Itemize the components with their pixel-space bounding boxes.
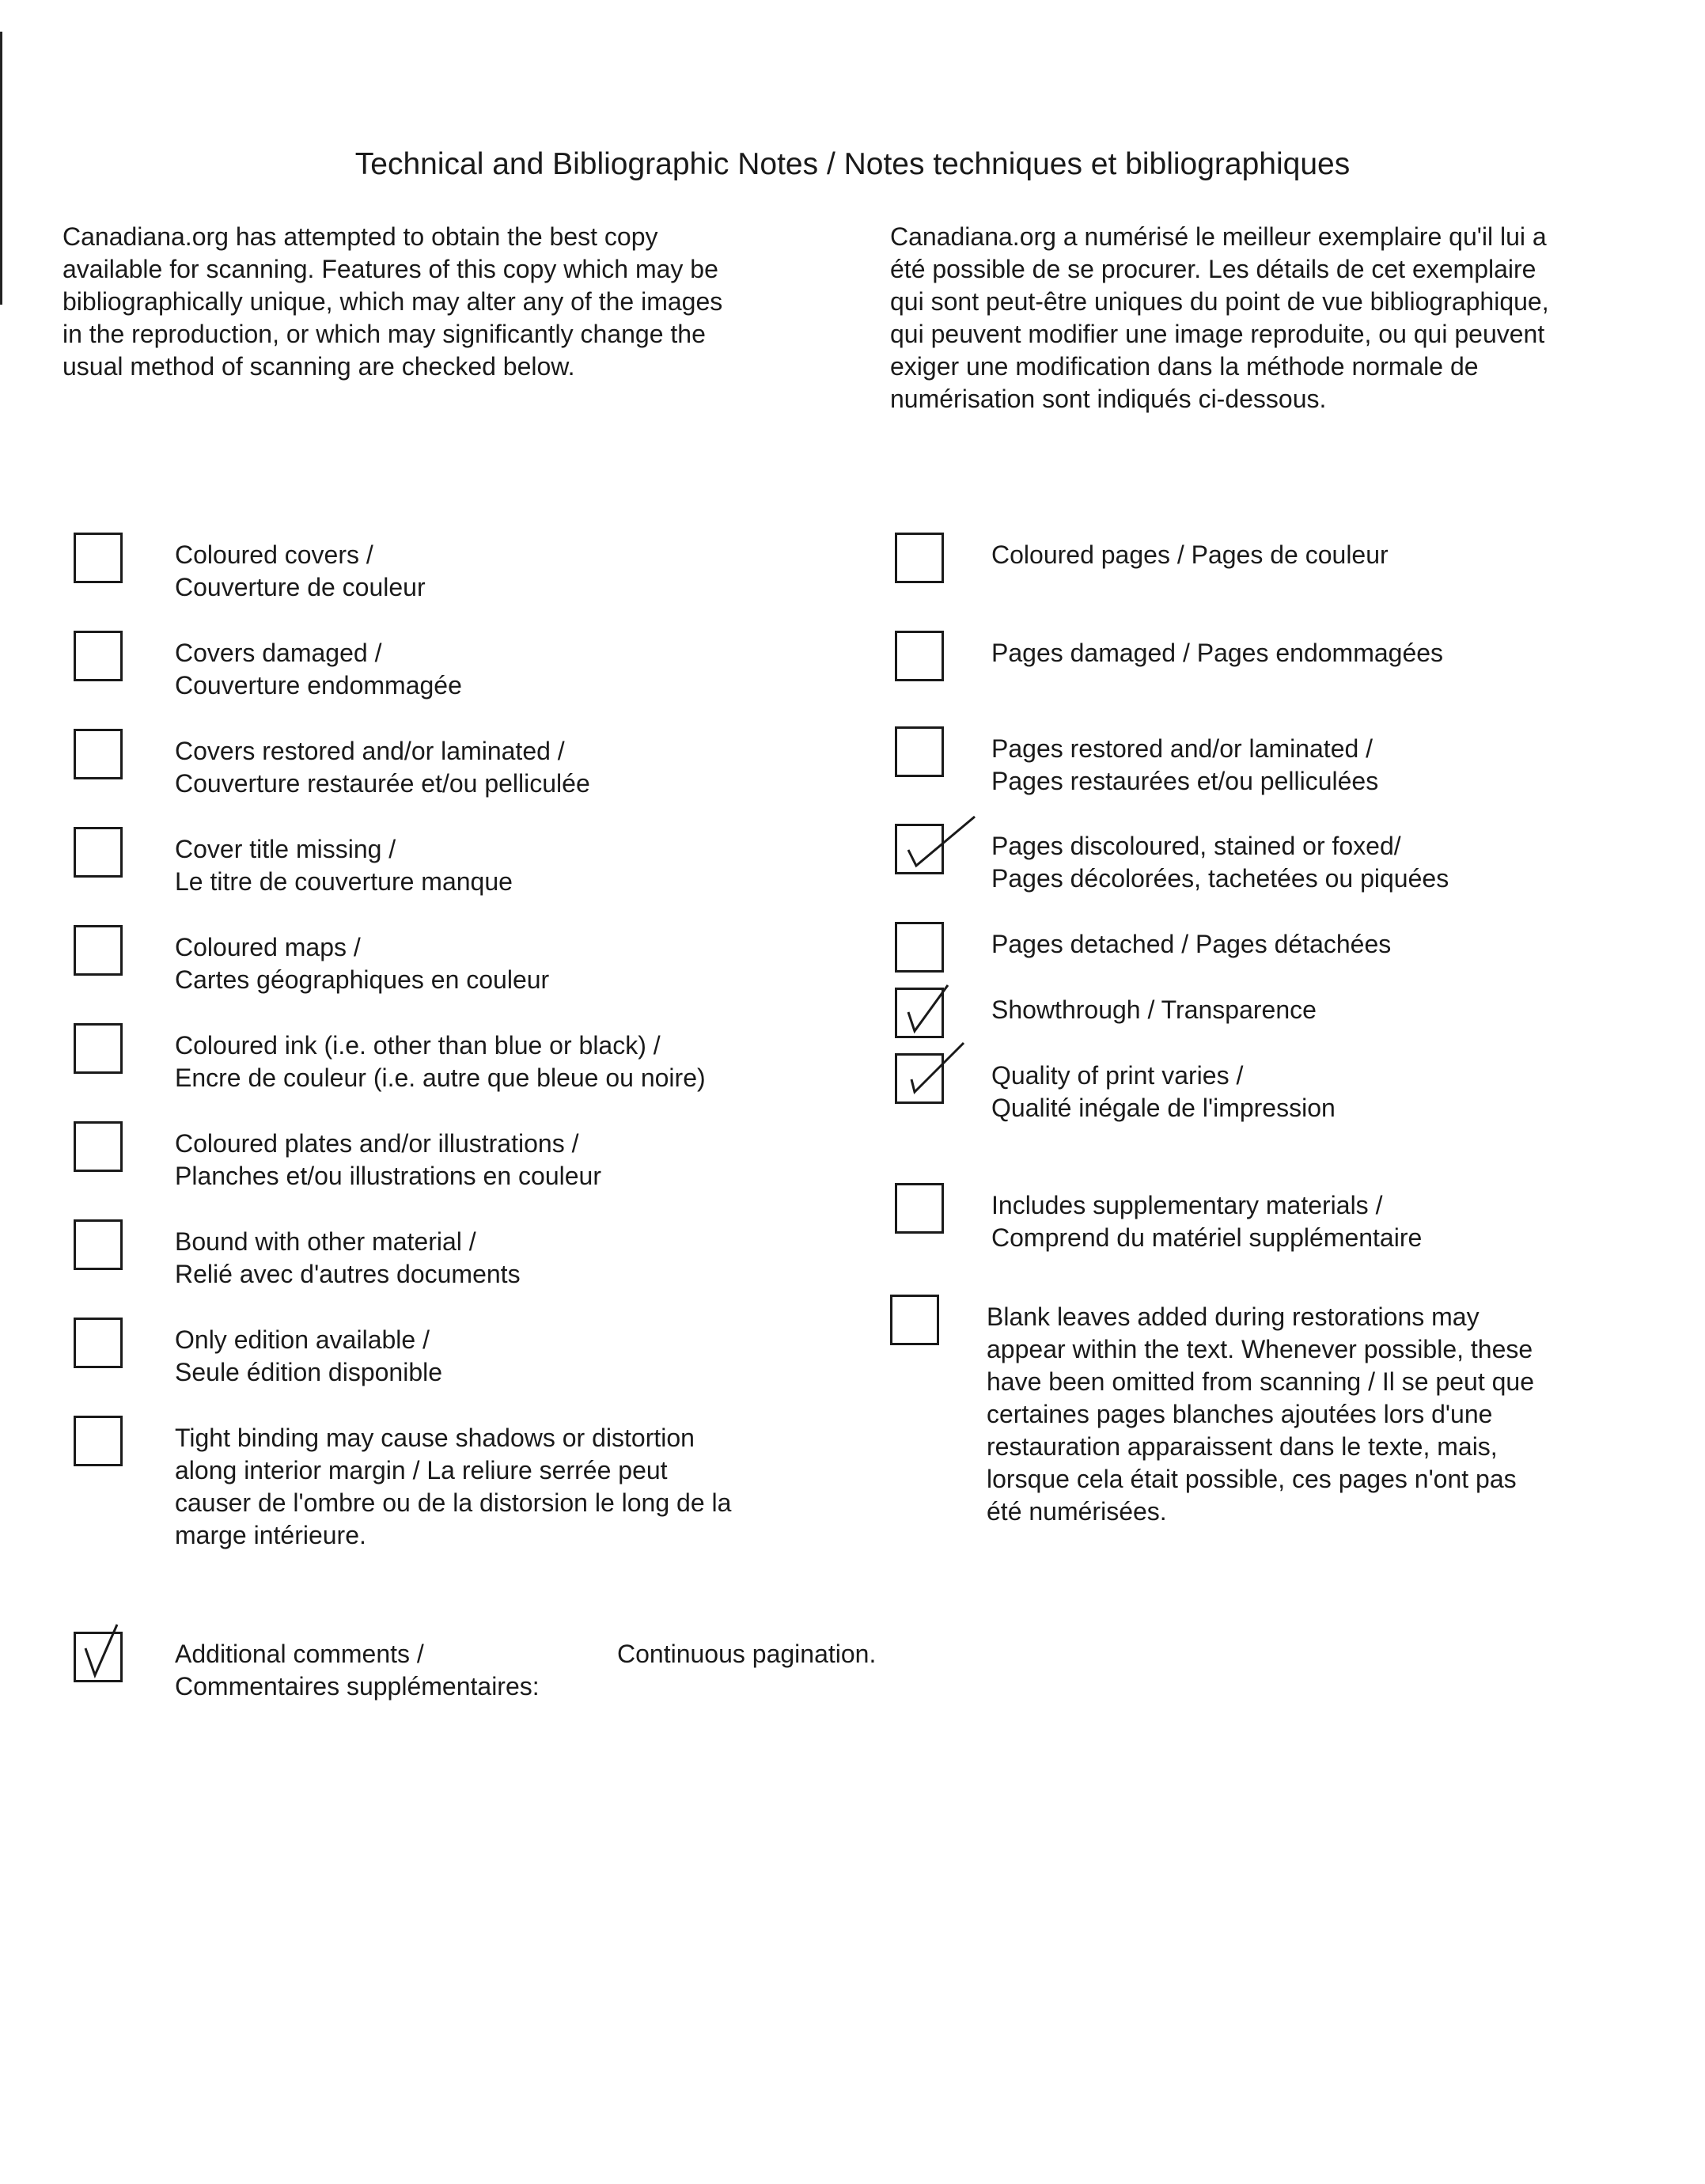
checkbox[interactable] <box>74 827 123 878</box>
checklist-label: Pages detached / Pages détachées <box>991 930 1392 958</box>
intro-english: Canadiana.org has attempted to obtain the best copy available for scanning. Features of this copy which may be bibliographically unique, which may alter any of the images in the reproduction, or which may significantly change the usual method of scanning are checked below. <box>63 222 723 381</box>
checkmark-icon <box>897 1056 946 1106</box>
checklist-item <box>895 928 1608 973</box>
checklist-item <box>895 994 1608 1038</box>
checklist-item <box>890 1301 1604 1528</box>
checklist-label: Includes supplementary materials / Comprend du matériel supplémentaire <box>991 1191 1423 1252</box>
checklist-label: Bound with other material / Relié avec d'autres documents <box>175 1227 521 1288</box>
checkbox[interactable] <box>895 824 944 874</box>
checklist-label: Coloured ink (i.e. other than blue or black) / Encre de couleur (i.e. autre que bleue ou noire) <box>175 1031 706 1092</box>
checkbox[interactable] <box>74 631 123 681</box>
checklist-item <box>74 1128 887 1192</box>
checklist-label: Coloured maps / Cartes géographiques en couleur <box>175 933 550 994</box>
checkbox[interactable] <box>74 729 123 779</box>
checklist-label: Showthrough / Transparence <box>991 995 1317 1024</box>
checkmark-icon <box>76 1634 125 1685</box>
checkbox[interactable] <box>74 1416 123 1466</box>
checklist-label: Quality of print varies / Qualité inégale de l'impression <box>991 1061 1336 1122</box>
checklist-item <box>74 1324 887 1389</box>
checkbox[interactable] <box>895 922 944 973</box>
checklist-label: Covers restored and/or laminated / Couverture restaurée et/ou pelliculée <box>175 737 590 798</box>
checkbox[interactable] <box>890 1295 939 1345</box>
checklist-item <box>74 539 887 604</box>
comments-value: Continuous pagination. <box>617 1640 877 1668</box>
checklist-label: Tight binding may cause shadows or distortion along interior margin / La reliure serrée peut causer de l'ombre ou de la distorsion le long de la marge intérieure. <box>175 1424 732 1549</box>
checklist-item <box>74 1422 887 1552</box>
checkbox[interactable] <box>74 925 123 976</box>
page-title: Technical and Bibliographic Notes / Notes techniques et bibliographiques <box>354 147 1351 181</box>
checkbox[interactable] <box>895 726 944 777</box>
comments-label: Additional comments / Commentaires supplémentaires: <box>175 1640 540 1701</box>
checkbox[interactable] <box>895 631 944 681</box>
checklist-item <box>74 1029 887 1094</box>
checklist-label: Pages discoloured, stained or foxed/ Pages décolorées, tachetées ou piquées <box>991 832 1449 893</box>
checklist-label: Pages restored and/or laminated / Pages restaurées et/ou pelliculées <box>991 734 1379 795</box>
checklist-item <box>895 1189 1608 1254</box>
checklist-item <box>895 637 1608 681</box>
checkmark-icon <box>897 826 946 877</box>
checklist-label: Pages damaged / Pages endommagées <box>991 639 1444 667</box>
checkbox[interactable] <box>74 1632 123 1682</box>
checkmark-icon <box>897 990 946 1041</box>
checklist-item <box>74 931 887 996</box>
checklist-label: Coloured plates and/or illustrations / Planches et/ou illustrations en couleur <box>175 1129 601 1190</box>
checkbox[interactable] <box>895 1183 944 1234</box>
checkbox[interactable] <box>74 533 123 583</box>
checklist-item <box>74 833 887 898</box>
intro-french: Canadiana.org a numérisé le meilleur exemplaire qu'il lui a été possible de se procurer. Les détails de cet exemplaire qui sont peut-être uniques du point de vue bibliographique, qui peuvent modifier une image reproduite, ou qui peuvent exiger une modification dans la méthode normale de numérisation sont indiqués ci-dessous. <box>890 222 1549 413</box>
checklist-item <box>895 1060 1608 1124</box>
checklist-item <box>74 637 887 702</box>
checkbox[interactable] <box>74 1318 123 1368</box>
checklist-label: Covers damaged / Couverture endommagée <box>175 639 462 700</box>
checkbox[interactable] <box>895 1053 944 1104</box>
checklist-label: Blank leaves added during restorations may appear within the text. Whenever possible, these have been omitted from scanning / Il se peut que certaines pages blanches ajoutées lors d'une restauration apparaissent dans le texte, mais, lorsque cela était possible, ces pages n'ont pas été numérisées. <box>987 1302 1534 1526</box>
checkbox[interactable] <box>895 533 944 583</box>
checkbox[interactable] <box>895 988 944 1038</box>
checklist-label: Coloured covers / Couverture de couleur <box>175 540 426 601</box>
checklist-label: Cover title missing / Le titre de couverture manque <box>175 835 513 896</box>
checklist-item <box>895 830 1608 895</box>
checkbox[interactable] <box>74 1219 123 1270</box>
checklist-item <box>74 1226 887 1291</box>
checklist-item <box>895 539 1608 583</box>
checklist-label: Coloured pages / Pages de couleur <box>991 540 1389 569</box>
checklist-label: Only edition available / Seule édition disponible <box>175 1325 443 1386</box>
checklist-item <box>895 733 1608 798</box>
checklist-item <box>74 735 887 800</box>
checkbox[interactable] <box>74 1023 123 1074</box>
checkbox[interactable] <box>74 1121 123 1172</box>
